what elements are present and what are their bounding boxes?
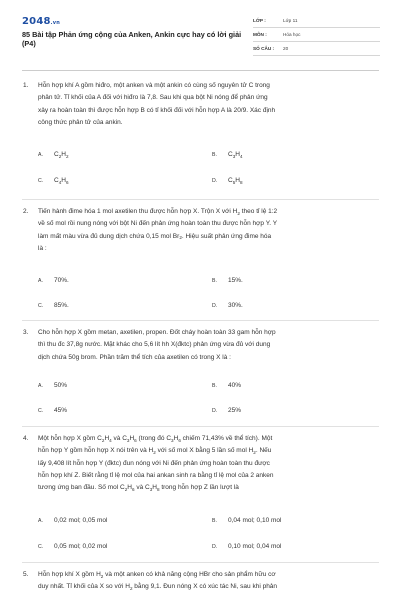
- question-divider: [22, 562, 379, 563]
- option-value: 30%.: [228, 302, 243, 309]
- question-line: Một hỗn hợp X gồm $C_2H_4$ và $C_3H_6$ (trong đó $C_3H_6$ chiếm 71,43% về thể tích). Một: [38, 435, 273, 443]
- option-letter: D.: [212, 544, 218, 550]
- meta-row-class: [253, 14, 380, 28]
- answer-option[interactable]: [38, 381, 67, 391]
- question-line: làm mất màu vừa đủ dung dịch chứa 0,15 mol $Br_2$. Hiệu suất phản ứng đime hóa: [38, 232, 272, 241]
- question-divider: [22, 320, 379, 321]
- answer-option[interactable]: [38, 276, 69, 286]
- option-value: $C_2H_2$: [54, 151, 69, 159]
- question-line: hỗn hợp khí Z. Biết rằng tỉ lệ mol của hai ankan sinh ra bằng tỉ lệ mol của 2 anken: [38, 471, 274, 479]
- answer-option[interactable]: [212, 381, 241, 391]
- question-divider: [22, 199, 379, 200]
- option-letter: A.: [38, 278, 43, 284]
- option-letter: C.: [38, 408, 44, 414]
- document-header: [0, 0, 400, 64]
- option-letter: B.: [212, 518, 217, 524]
- answer-option[interactable]: [38, 542, 107, 552]
- option-letter: C.: [38, 544, 44, 550]
- question-line: Tiến hành đime hóa 1 mol axetilen thu được hỗn hợp X. Trộn X với $H_2$ theo tỉ lệ 1:2: [38, 208, 278, 216]
- question-line: xảy ra hoàn toàn thì được hỗn hợp B có tỉ khối đối với hỗn hợp A là 20/9. Xác định: [38, 106, 276, 114]
- option-value: 0,10 mol; 0,04 mol: [228, 543, 282, 550]
- option-letter: D.: [212, 178, 218, 184]
- answer-option[interactable]: [212, 542, 281, 552]
- option-value: 0,02 mol; 0,05 mol: [54, 517, 108, 524]
- question-line: tương ứng ban đầu. Số mol $C_2H_6$ và $C_3H_8$ trong hỗn hợp Z lần lượt là: [38, 484, 239, 492]
- answer-option[interactable]: [212, 276, 243, 286]
- question-line: duy nhất. Tỉ khối của X so với $H_2$ bằng 9,1. Đun nóng X có xúc tác Ni, sau khi phản: [38, 583, 278, 591]
- option-letter: C.: [38, 178, 44, 184]
- option-value: 85%.: [54, 302, 69, 309]
- question-line: hỗn hợp Y gồm hỗn hợp X nói trên và $H_2$ với số mol X bằng 5 lần số mol $H_2$. Nếu: [38, 447, 272, 455]
- question-number: 5.: [23, 571, 29, 578]
- answer-option[interactable]: [212, 516, 281, 526]
- site-logo[interactable]: [22, 16, 60, 27]
- option-letter: A.: [38, 152, 43, 158]
- answer-option[interactable]: [38, 301, 69, 311]
- option-letter: A.: [38, 518, 43, 524]
- meta-value: 20: [283, 46, 289, 51]
- question-number: 1.: [23, 82, 29, 89]
- option-letter: D.: [212, 408, 218, 414]
- option-value: 50%: [54, 382, 68, 389]
- option-value: $C_5H_8$: [228, 177, 243, 185]
- option-value: 0,05 mol; 0,02 mol: [54, 543, 108, 550]
- question-line: Hỗn hợp khí A gồm hiđro, một anken và một ankin có cùng số nguyên tử C trong: [38, 82, 270, 89]
- option-letter: D.: [212, 303, 218, 309]
- question-text: [38, 327, 378, 364]
- logo-text: 2048: [22, 16, 51, 27]
- option-letter: A.: [38, 383, 43, 389]
- question-text: [38, 569, 378, 594]
- page-title: 85 Bài tập Phản ứng cộng của Anken, Ankin cực hay có lời giải (P4): [22, 30, 242, 48]
- option-value: 25%: [228, 407, 242, 414]
- question-text: [38, 433, 378, 494]
- meta-key: SỐ CÂU :: [253, 46, 275, 51]
- answer-option[interactable]: [212, 150, 243, 160]
- question-line: công thức phân tử của ankin.: [38, 118, 123, 126]
- meta-key: MÔN :: [253, 32, 267, 37]
- answer-option[interactable]: [212, 301, 243, 311]
- option-value: 70%.: [54, 277, 69, 284]
- option-value: 45%: [54, 407, 68, 414]
- meta-row-subject: [253, 28, 380, 42]
- header-divider: [22, 70, 379, 71]
- answer-option[interactable]: [38, 150, 69, 160]
- option-letter: B.: [212, 278, 217, 284]
- question-line: Cho hỗn hợp X gồm metan, axetilen, propen. Đốt cháy hoàn toàn 33 gam hỗn hợp: [38, 329, 276, 336]
- question-line: dịch chứa 50g brom. Phần trăm thể tích của axetilen có trong X là :: [38, 353, 231, 361]
- option-value: 15%.: [228, 277, 243, 284]
- question-number: 2.: [23, 208, 29, 215]
- question-text: [38, 206, 378, 255]
- option-value: 0,04 mol; 0,10 mol: [228, 517, 282, 524]
- option-letter: B.: [212, 383, 217, 389]
- question-line: thì thu đc 37,8g nước. Mặt khác cho 5,6 lít hh X(đktc) phản ứng vừa đủ với dung: [38, 341, 271, 349]
- question-number: 4.: [23, 435, 29, 442]
- question-number: 3.: [23, 329, 29, 336]
- question-text: [38, 80, 378, 129]
- option-value: $C_3H_4$: [228, 151, 243, 159]
- option-letter: C.: [38, 303, 44, 309]
- document-meta-table: [253, 14, 380, 56]
- meta-row-count: [253, 42, 380, 56]
- question-line: Hỗn hợp khí X gồm $H_2$ và một anken có khả năng cộng HBr cho sản phẩm hữu cơ: [38, 571, 276, 579]
- question-line: là :: [38, 244, 47, 252]
- logo-suffix: .vn: [50, 20, 60, 26]
- meta-key: LỚP :: [253, 18, 266, 23]
- question-divider: [22, 426, 379, 427]
- answer-option[interactable]: [38, 176, 69, 186]
- meta-value: Lớp 11: [283, 18, 298, 23]
- answer-option[interactable]: [212, 406, 241, 416]
- meta-value: Hóa học: [283, 32, 301, 37]
- question-line: phân tử. Tỉ khối của A đối với hiđro là 7,8. Sau khi qua bột Ni nóng để phản ứng: [38, 94, 268, 102]
- answer-option[interactable]: [38, 516, 107, 526]
- option-letter: B.: [212, 152, 217, 158]
- answer-option[interactable]: [38, 406, 67, 416]
- option-value: 40%: [228, 382, 242, 389]
- question-line: về số mol rồi nung nóng với bột Ni đến phản ứng hoàn toàn thu được hỗn hợp Y. Y: [38, 220, 278, 228]
- question-line: lấy 9,408 lít hỗn hợp Y (đktc) đun nóng với Ni đến phản ứng hoàn toàn thu được: [38, 459, 270, 467]
- answer-option[interactable]: [212, 176, 243, 186]
- option-value: $C_4H_6$: [54, 177, 69, 185]
